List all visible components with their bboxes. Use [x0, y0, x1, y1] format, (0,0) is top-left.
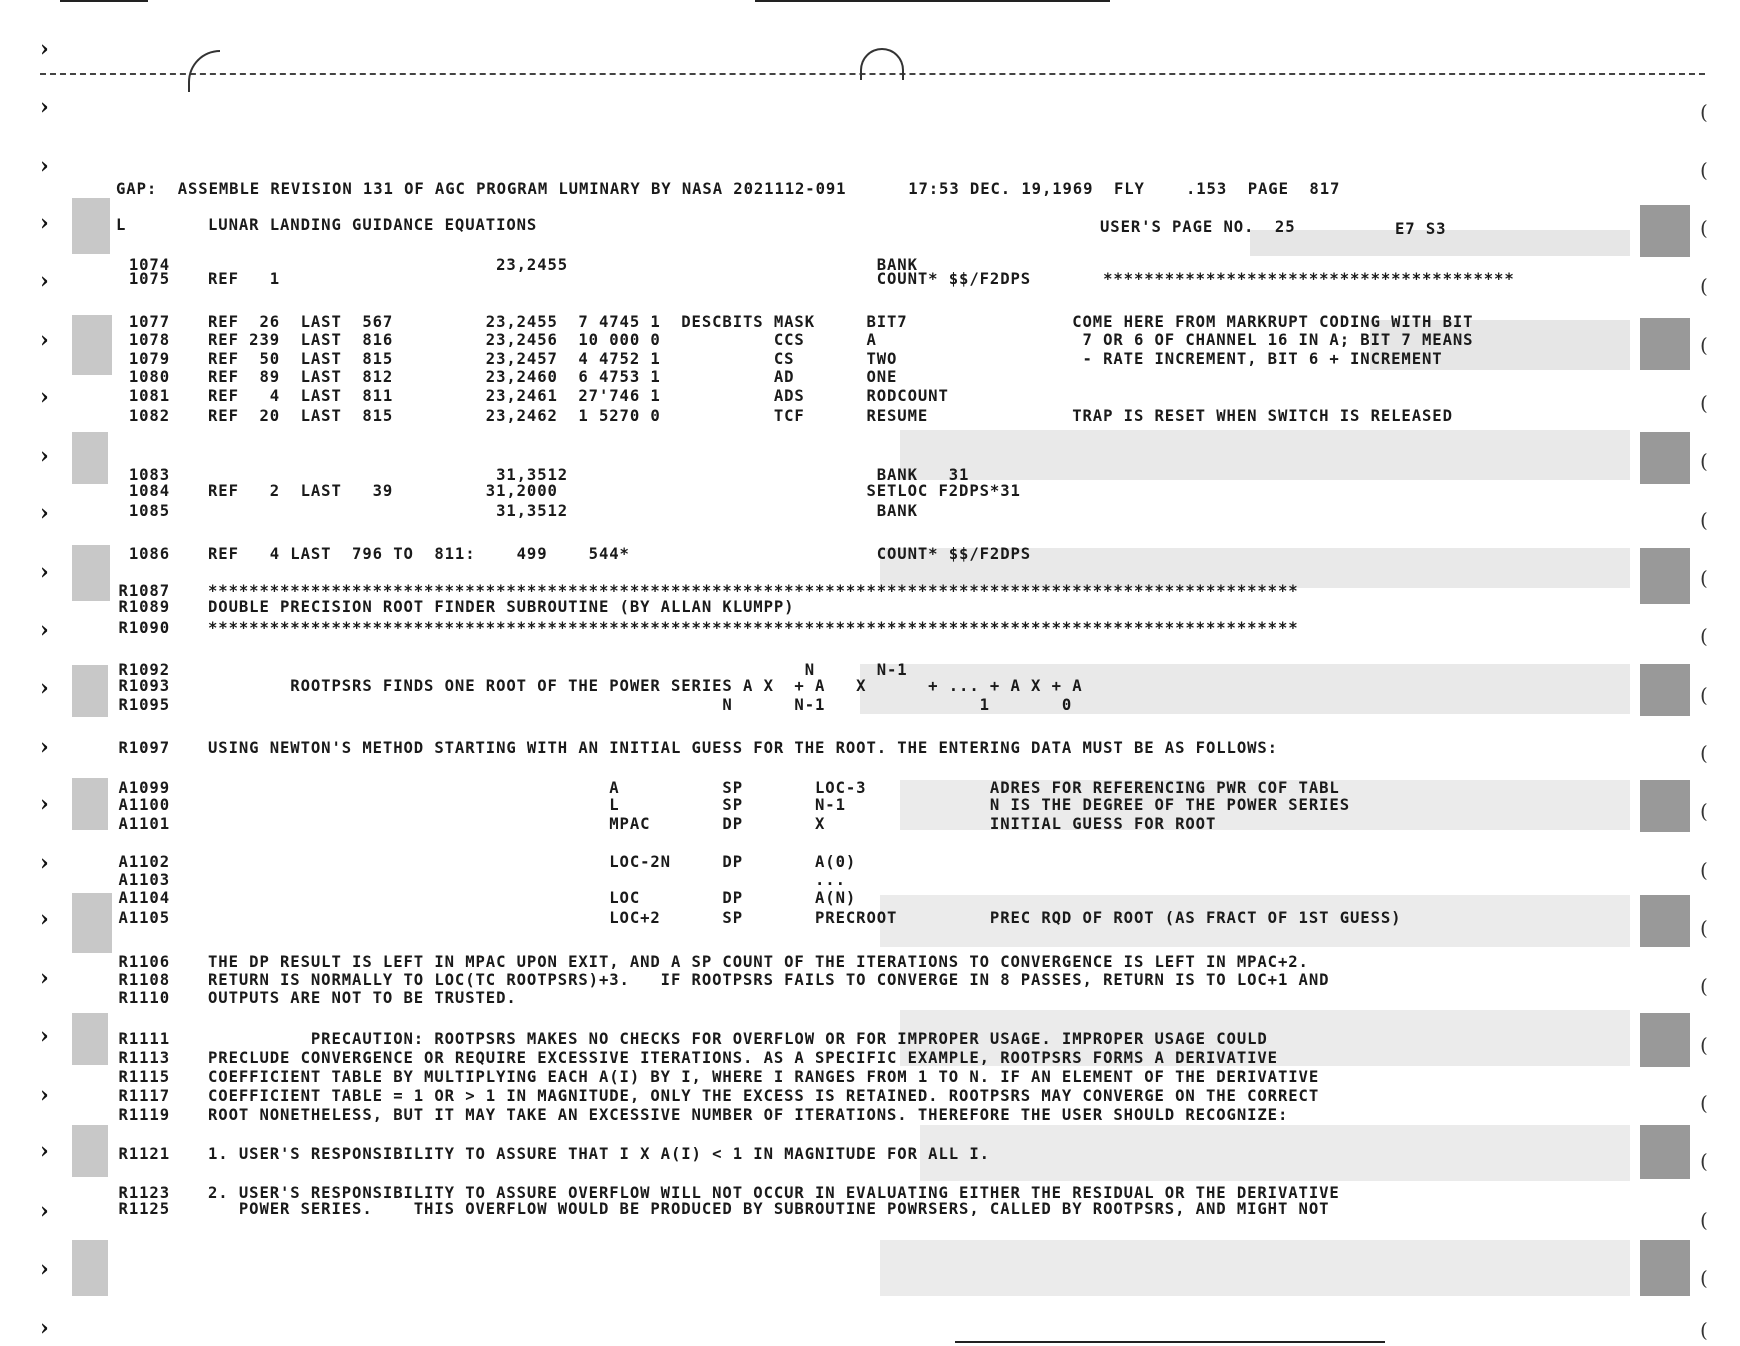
listing-line: MPAC DP X INITIAL GUESS FOR ROOT — [208, 815, 1217, 833]
scan-smudge — [72, 1240, 108, 1296]
sprocket-hole-icon: ( — [1700, 100, 1708, 124]
listing-line: LOC DP A(N) — [208, 889, 857, 907]
listing-line: REF 1 COUNT* $$/F2DPS **************************************** — [208, 270, 1515, 288]
line-number: A1105 — [118, 909, 170, 927]
scan-smudge — [1640, 1013, 1690, 1067]
sprocket-hole-icon: › — [40, 327, 49, 353]
tear-arc-center — [860, 48, 904, 80]
sprocket-hole-icon: ( — [1700, 1033, 1708, 1057]
listing-line: 23,2455 BANK — [208, 256, 918, 274]
scan-smudge — [920, 1125, 1630, 1181]
sprocket-hole-icon: › — [40, 559, 49, 585]
sprocket-hole-icon: ( — [1700, 274, 1708, 298]
tear-arc-left — [188, 50, 220, 92]
scan-smudge — [1640, 664, 1690, 716]
line-number: 1081 — [128, 387, 170, 405]
listing-line: USING NEWTON'S METHOD STARTING WITH AN INITIAL GUESS FOR THE ROOT. THE ENTERING DATA MUST BE AS FOLLOWS: — [208, 739, 1278, 757]
listing-line: ********************************************************************************************************** — [208, 582, 1299, 600]
bottom-rule — [955, 1341, 1385, 1343]
sprocket-hole-icon: ( — [1700, 1091, 1708, 1115]
listing-line: COEFFICIENT TABLE = 1 OR > 1 IN MAGNITUDE, ONLY THE EXCESS IS RETAINED. ROOTPSRS MAY CONVERGE ON THE CORRECT — [208, 1087, 1320, 1105]
listing-line: 31,3512 BANK 31 — [208, 466, 970, 484]
scan-smudge — [1640, 432, 1690, 484]
line-number: R1125 — [118, 1200, 170, 1218]
listing-line: N N-1 1 0 — [208, 696, 1073, 714]
line-number: 1079 — [128, 350, 170, 368]
listing-line: N N-1 — [208, 661, 908, 679]
line-number: R1093 — [118, 677, 170, 695]
section-marker: L — [116, 216, 127, 234]
listing-line: OUTPUTS ARE NOT TO BE TRUSTED. — [208, 989, 517, 1007]
line-number: A1103 — [118, 871, 170, 889]
listing-line: PRECLUDE CONVERGENCE OR REQUIRE EXCESSIVE ITERATIONS. AS A SPECIFIC EXAMPLE, ROOTPSRS FORMS A DERIVATIVE — [208, 1049, 1278, 1067]
listing-line: REF 239 LAST 816 23,2456 10 000 0 CCS A 7 OR 6 OF CHANNEL 16 IN A; BIT 7 MEANS — [208, 331, 1474, 349]
sprocket-hole-icon: › — [40, 153, 49, 179]
line-number: R1111 — [118, 1030, 170, 1048]
listing-line: L SP N-1 N IS THE DEGREE OF THE POWER SERIES — [208, 796, 1350, 814]
sprocket-hole-icon: › — [40, 675, 49, 701]
sprocket-hole-icon: › — [40, 1198, 49, 1224]
listing-line: A SP LOC-3 ADRES FOR REFERENCING PWR COF TABL — [208, 779, 1340, 797]
line-number: R1117 — [118, 1087, 170, 1105]
sprocket-hole-icon: › — [40, 1256, 49, 1282]
line-number: R1095 — [118, 696, 170, 714]
page-header-line: GAP: ASSEMBLE REVISION 131 OF AGC PROGRAM LUMINARY BY NASA 2021112-091 17:53 DEC. 19,1969 FLY .153 PAGE 817 — [116, 180, 1341, 198]
sprocket-hole-icon: › — [40, 965, 49, 991]
sprocket-hole-icon: ( — [1700, 683, 1708, 707]
line-number: 1075 — [128, 270, 170, 288]
line-number: 1080 — [128, 368, 170, 386]
sprocket-hole-icon: › — [40, 94, 49, 120]
line-number: A1100 — [118, 796, 170, 814]
line-number: 1078 — [128, 331, 170, 349]
sprocket-hole-icon: › — [40, 384, 49, 410]
section-title: LUNAR LANDING GUIDANCE EQUATIONS — [208, 216, 538, 234]
line-number: A1101 — [118, 815, 170, 833]
sprocket-hole-icon: › — [40, 1023, 49, 1049]
line-number: R1123 — [118, 1184, 170, 1202]
line-number: R1108 — [118, 971, 170, 989]
line-number: A1104 — [118, 889, 170, 907]
line-number: R1110 — [118, 989, 170, 1007]
sprocket-hole-icon: ( — [1700, 741, 1708, 765]
listing-line: REF 89 LAST 812 23,2460 6 4753 1 AD ONE — [208, 368, 898, 386]
sprocket-hole-icon: ( — [1700, 333, 1708, 357]
line-number: 1085 — [128, 502, 170, 520]
listing-line: DOUBLE PRECISION ROOT FINDER SUBROUTINE (BY ALLAN KLUMPP) — [208, 598, 795, 616]
sprocket-hole-icon: ( — [1700, 916, 1708, 940]
sprocket-hole-icon: ( — [1700, 508, 1708, 532]
sprocket-hole-icon: › — [40, 617, 49, 643]
sprocket-hole-icon: ( — [1700, 974, 1708, 998]
listing-line: COEFFICIENT TABLE BY MULTIPLYING EACH A(I) BY I, WHERE I RANGES FROM 1 TO N. IF AN ELEMENT OF THE DERIVATIVE — [208, 1068, 1320, 1086]
line-number: 1077 — [128, 313, 170, 331]
line-number: 1083 — [128, 466, 170, 484]
listing-line: THE DP RESULT IS LEFT IN MPAC UPON EXIT, AND A SP COUNT OF THE ITERATIONS TO CONVERGENCE IS LEFT IN MPAC+2. — [208, 953, 1309, 971]
line-number: R1106 — [118, 953, 170, 971]
sprocket-hole-icon: › — [40, 500, 49, 526]
line-number: R1115 — [118, 1068, 170, 1086]
line-number: R1087 — [118, 582, 170, 600]
sprocket-hole-icon: ( — [1700, 1318, 1708, 1342]
scan-smudge — [900, 430, 1630, 480]
listing-line: ********************************************************************************************************** — [208, 619, 1299, 637]
sprocket-hole-icon: ( — [1700, 449, 1708, 473]
sprocket-hole-icon: ( — [1700, 799, 1708, 823]
top-rule-left — [60, 0, 148, 2]
page-code: E7 S3 — [1395, 220, 1447, 238]
line-number: R1113 — [118, 1049, 170, 1067]
listing-line: ROOT NONETHELESS, BUT IT MAY TAKE AN EXCESSIVE NUMBER OF ITERATIONS. THEREFORE THE USER SHOULD RECOGNIZE: — [208, 1106, 1289, 1124]
listing-line: LOC+2 SP PRECROOT PREC RQD OF ROOT (AS FRACT OF 1ST GUESS) — [208, 909, 1402, 927]
sprocket-hole-icon: › — [40, 443, 49, 469]
sprocket-hole-icon: › — [40, 791, 49, 817]
scan-smudge — [1640, 1125, 1690, 1179]
scan-smudge — [1640, 548, 1690, 604]
listing-line: REF 26 LAST 567 23,2455 7 4745 1 DESCBITS MASK BIT7 COME HERE FROM MARKRUPT CODING WITH BIT — [208, 313, 1474, 331]
sprocket-hole-icon: › — [40, 210, 49, 236]
scan-smudge — [1640, 1240, 1690, 1296]
line-number: 1082 — [128, 407, 170, 425]
line-number: 1086 — [128, 545, 170, 563]
scan-smudge — [1640, 895, 1690, 947]
scan-smudge — [1640, 780, 1690, 832]
sprocket-hole-icon: ( — [1700, 216, 1708, 240]
listing-line: 1. USER'S RESPONSIBILITY TO ASSURE THAT I X A(I) < 1 IN MAGNITUDE FOR ALL I. — [208, 1145, 990, 1163]
listing-line: LOC-2N DP A(0) — [208, 853, 857, 871]
sprocket-hole-icon: › — [40, 850, 49, 876]
listing-line: RETURN IS NORMALLY TO LOC(TC ROOTPSRS)+3. IF ROOTPSRS FAILS TO CONVERGE IN 8 PASSES, RETURN IS TO LOC+1 AND — [208, 971, 1330, 989]
sprocket-hole-icon: ( — [1700, 858, 1708, 882]
sprocket-hole-icon: ( — [1700, 391, 1708, 415]
listing-line: ... — [208, 871, 846, 889]
sprocket-hole-icon: › — [40, 268, 49, 294]
sprocket-hole-icon: ( — [1700, 1208, 1708, 1232]
line-number: R1119 — [118, 1106, 170, 1124]
listing-line: 2. USER'S RESPONSIBILITY TO ASSURE OVERFLOW WILL NOT OCCUR IN EVALUATING EITHER THE RESIDUAL OR THE DERIVATIVE — [208, 1184, 1340, 1202]
listing-line: REF 20 LAST 815 23,2462 1 5270 0 TCF RESUME TRAP IS RESET WHEN SWITCH IS RELEASED — [208, 407, 1453, 425]
sprocket-hole-icon: › — [40, 1315, 49, 1341]
sprocket-hole-icon: ( — [1700, 1149, 1708, 1173]
listing-line: REF 4 LAST 796 TO 811: 499 544* COUNT* $$/F2DPS — [208, 545, 1032, 563]
listing-line: REF 4 LAST 811 23,2461 27'746 1 ADS RODCOUNT — [208, 387, 949, 405]
line-number: R1097 — [118, 739, 170, 757]
sprocket-hole-icon: › — [40, 734, 49, 760]
top-rule-center — [755, 0, 1110, 2]
sprocket-hole-icon: ( — [1700, 566, 1708, 590]
sprocket-hole-icon: ( — [1700, 624, 1708, 648]
sprocket-hole-icon: › — [40, 906, 49, 932]
listing-line: PRECAUTION: ROOTPSRS MAKES NO CHECKS FOR OVERFLOW OR FOR IMPROPER USAGE. IMPROPER USAGE COULD — [208, 1030, 1268, 1048]
scan-smudge — [72, 198, 110, 254]
listing-line: REF 50 LAST 815 23,2457 4 4752 1 CS TWO - RATE INCREMENT, BIT 6 + INCREMENT — [208, 350, 1443, 368]
scan-smudge — [1640, 318, 1690, 370]
line-number: R1121 — [118, 1145, 170, 1163]
sprocket-hole-icon: › — [40, 1138, 49, 1164]
line-number: A1102 — [118, 853, 170, 871]
listing-line: ROOTPSRS FINDS ONE ROOT OF THE POWER SERIES A X + A X + ... + A X + A — [208, 677, 1083, 695]
line-number: A1099 — [118, 779, 170, 797]
sprocket-hole-icon: › — [40, 36, 49, 62]
listing-line: POWER SERIES. THIS OVERFLOW WOULD BE PRODUCED BY SUBROUTINE POWRSERS, CALLED BY ROOTPSRS, AND MIGHT NOT — [208, 1200, 1330, 1218]
line-number: R1092 — [118, 661, 170, 679]
sprocket-hole-icon: ( — [1700, 158, 1708, 182]
line-number: R1090 — [118, 619, 170, 637]
sprocket-hole-icon: ( — [1700, 1266, 1708, 1290]
line-number: R1089 — [118, 598, 170, 616]
users-page-number: USER'S PAGE NO. 25 — [1100, 218, 1296, 236]
line-number: 1074 — [128, 256, 170, 274]
sprocket-hole-icon: › — [40, 1082, 49, 1108]
listing-line: 31,3512 BANK — [208, 502, 918, 520]
scan-smudge — [1640, 205, 1690, 257]
listing-line: REF 2 LAST 39 31,2000 SETLOC F2DPS*31 — [208, 482, 1021, 500]
scan-smudge — [880, 1240, 1630, 1296]
line-number: 1084 — [128, 482, 170, 500]
